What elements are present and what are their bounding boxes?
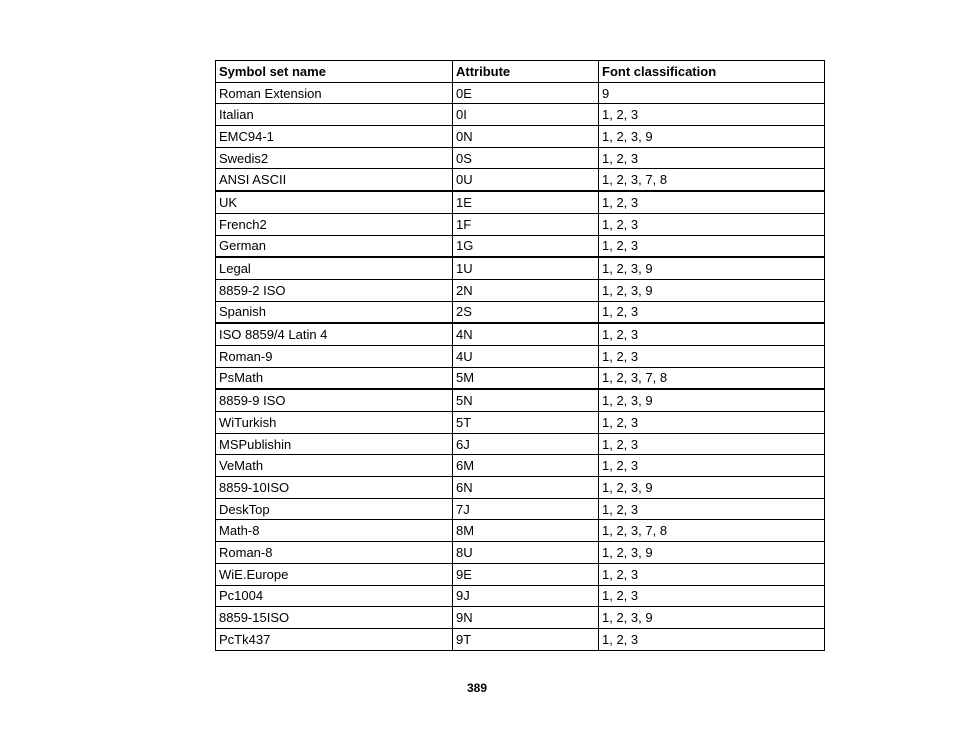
symbol-set-table bbox=[215, 60, 825, 651]
attribute-cell: 5N bbox=[453, 389, 599, 411]
attribute-cell: 2S bbox=[453, 301, 599, 323]
attribute-cell: 2N bbox=[453, 279, 599, 301]
symbol-set-name-cell: Roman-8 bbox=[216, 542, 453, 564]
table-row bbox=[216, 628, 825, 650]
attribute-cell: 7J bbox=[453, 498, 599, 520]
symbol-set-name-cell: MSPublishin bbox=[216, 433, 453, 455]
symbol-set-name-cell: French2 bbox=[216, 213, 453, 235]
font-classification-cell: 1, 2, 3 bbox=[599, 455, 825, 477]
font-classification-cell: 1, 2, 3 bbox=[599, 191, 825, 213]
font-classification-cell: 1, 2, 3 bbox=[599, 563, 825, 585]
symbol-set-name-cell: 8859-2 ISO bbox=[216, 279, 453, 301]
table-row bbox=[216, 367, 825, 389]
table-row bbox=[216, 607, 825, 629]
symbol-set-name-cell: WiE.Europe bbox=[216, 563, 453, 585]
font-classification-cell: 1, 2, 3 bbox=[599, 147, 825, 169]
attribute-cell: 6J bbox=[453, 433, 599, 455]
font-classification-cell: 1, 2, 3, 9 bbox=[599, 389, 825, 411]
table-row bbox=[216, 542, 825, 564]
font-classification-cell: 1, 2, 3 bbox=[599, 323, 825, 345]
table-row bbox=[216, 279, 825, 301]
attribute-cell: 0S bbox=[453, 147, 599, 169]
table-row bbox=[216, 477, 825, 499]
font-classification-cell: 1, 2, 3 bbox=[599, 213, 825, 235]
table-row bbox=[216, 498, 825, 520]
attribute-cell: 0N bbox=[453, 126, 599, 148]
attribute-cell: 5T bbox=[453, 412, 599, 434]
symbol-set-name-cell: WiTurkish bbox=[216, 412, 453, 434]
attribute-cell: 0E bbox=[453, 82, 599, 104]
attribute-cell: 9E bbox=[453, 563, 599, 585]
header-font-classification: Font classification bbox=[599, 61, 825, 83]
table-row bbox=[216, 585, 825, 607]
table-row bbox=[216, 104, 825, 126]
attribute-cell: 0I bbox=[453, 104, 599, 126]
table-row bbox=[216, 412, 825, 434]
table-row bbox=[216, 169, 825, 191]
font-classification-cell: 1, 2, 3 bbox=[599, 301, 825, 323]
table-row bbox=[216, 82, 825, 104]
symbol-set-name-cell: Italian bbox=[216, 104, 453, 126]
symbol-set-name-cell: ISO 8859/4 Latin 4 bbox=[216, 323, 453, 345]
symbol-set-name-cell: PsMath bbox=[216, 367, 453, 389]
symbol-set-name-cell: Spanish bbox=[216, 301, 453, 323]
attribute-cell: 8M bbox=[453, 520, 599, 542]
table-row bbox=[216, 301, 825, 323]
font-classification-cell: 1, 2, 3 bbox=[599, 235, 825, 257]
table-row bbox=[216, 323, 825, 345]
header-symbol-set-name: Symbol set name bbox=[216, 61, 453, 83]
attribute-cell: 9T bbox=[453, 628, 599, 650]
table-row bbox=[216, 257, 825, 279]
symbol-set-name-cell: 8859-15ISO bbox=[216, 607, 453, 629]
table-row bbox=[216, 126, 825, 148]
font-classification-cell: 1, 2, 3, 9 bbox=[599, 126, 825, 148]
header-row bbox=[216, 61, 825, 83]
attribute-cell: 4U bbox=[453, 345, 599, 367]
attribute-cell: 1F bbox=[453, 213, 599, 235]
attribute-cell: 1U bbox=[453, 257, 599, 279]
table-row bbox=[216, 563, 825, 585]
font-classification-cell: 1, 2, 3, 7, 8 bbox=[599, 367, 825, 389]
font-classification-cell: 1, 2, 3, 9 bbox=[599, 257, 825, 279]
attribute-cell: 1E bbox=[453, 191, 599, 213]
symbol-set-name-cell: UK bbox=[216, 191, 453, 213]
symbol-set-name-cell: Roman-9 bbox=[216, 345, 453, 367]
table-row bbox=[216, 213, 825, 235]
font-classification-cell: 1, 2, 3 bbox=[599, 628, 825, 650]
table-body bbox=[216, 82, 825, 650]
symbol-set-name-cell: DeskTop bbox=[216, 498, 453, 520]
symbol-set-name-cell: VeMath bbox=[216, 455, 453, 477]
symbol-set-name-cell: Legal bbox=[216, 257, 453, 279]
font-classification-cell: 9 bbox=[599, 82, 825, 104]
page-number: 389 bbox=[466, 681, 488, 695]
font-classification-cell: 1, 2, 3, 9 bbox=[599, 607, 825, 629]
attribute-cell: 9J bbox=[453, 585, 599, 607]
font-classification-cell: 1, 2, 3, 9 bbox=[599, 542, 825, 564]
symbol-set-name-cell: Roman Extension bbox=[216, 82, 453, 104]
symbol-set-name-cell: Swedis2 bbox=[216, 147, 453, 169]
attribute-cell: 8U bbox=[453, 542, 599, 564]
table-row bbox=[216, 520, 825, 542]
attribute-cell: 4N bbox=[453, 323, 599, 345]
symbol-set-name-cell: EMC94-1 bbox=[216, 126, 453, 148]
attribute-cell: 1G bbox=[453, 235, 599, 257]
font-classification-cell: 1, 2, 3 bbox=[599, 104, 825, 126]
attribute-cell: 6N bbox=[453, 477, 599, 499]
font-classification-cell: 1, 2, 3, 7, 8 bbox=[599, 520, 825, 542]
symbol-set-name-cell: 8859-9 ISO bbox=[216, 389, 453, 411]
symbol-set-name-cell: ANSI ASCII bbox=[216, 169, 453, 191]
table-row bbox=[216, 191, 825, 213]
table-row bbox=[216, 389, 825, 411]
font-classification-cell: 1, 2, 3 bbox=[599, 585, 825, 607]
header-attribute: Attribute bbox=[453, 61, 599, 83]
symbol-set-name-cell: German bbox=[216, 235, 453, 257]
table-row bbox=[216, 345, 825, 367]
font-classification-cell: 1, 2, 3, 7, 8 bbox=[599, 169, 825, 191]
font-classification-cell: 1, 2, 3 bbox=[599, 412, 825, 434]
font-classification-cell: 1, 2, 3, 9 bbox=[599, 477, 825, 499]
attribute-cell: 0U bbox=[453, 169, 599, 191]
table-row bbox=[216, 235, 825, 257]
symbol-set-name-cell: 8859-10ISO bbox=[216, 477, 453, 499]
table-header bbox=[216, 61, 825, 83]
attribute-cell: 6M bbox=[453, 455, 599, 477]
symbol-set-name-cell: Math-8 bbox=[216, 520, 453, 542]
symbol-set-name-cell: PcTk437 bbox=[216, 628, 453, 650]
font-classification-cell: 1, 2, 3 bbox=[599, 498, 825, 520]
table-row bbox=[216, 147, 825, 169]
symbol-set-name-cell: Pc1004 bbox=[216, 585, 453, 607]
attribute-cell: 5M bbox=[453, 367, 599, 389]
table-row bbox=[216, 455, 825, 477]
table-row bbox=[216, 433, 825, 455]
font-classification-cell: 1, 2, 3, 9 bbox=[599, 279, 825, 301]
font-classification-cell: 1, 2, 3 bbox=[599, 433, 825, 455]
attribute-cell: 9N bbox=[453, 607, 599, 629]
font-classification-cell: 1, 2, 3 bbox=[599, 345, 825, 367]
